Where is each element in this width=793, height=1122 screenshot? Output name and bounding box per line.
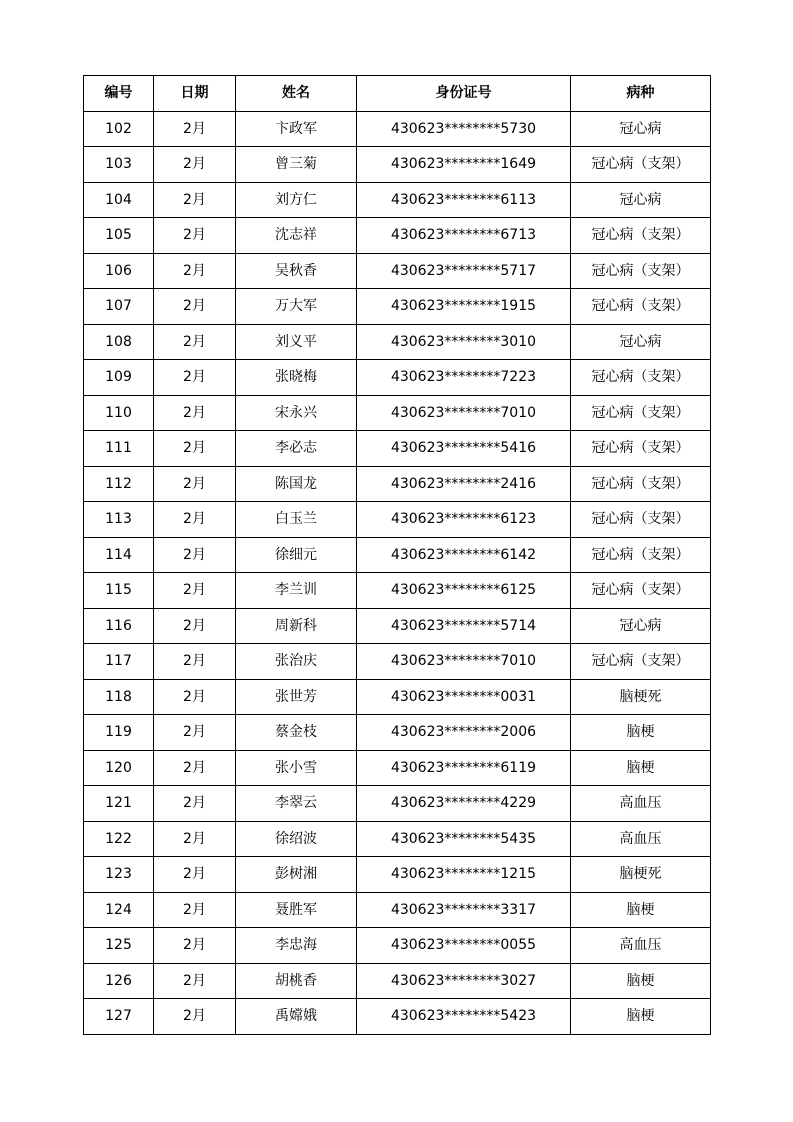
cell-id-number: 430623********1215	[357, 857, 571, 893]
cell-disease: 脑梗	[571, 999, 711, 1035]
header-row	[84, 76, 711, 112]
header-no: 编号	[84, 76, 154, 112]
cell-no: 105	[84, 218, 154, 254]
cell-id-number: 430623********5416	[357, 431, 571, 467]
cell-id-number: 430623********3027	[357, 963, 571, 999]
table-body	[84, 111, 711, 1034]
table-row	[84, 537, 711, 573]
header-date: 日期	[154, 76, 236, 112]
cell-no: 109	[84, 360, 154, 396]
cell-no: 117	[84, 644, 154, 680]
cell-disease: 冠心病	[571, 608, 711, 644]
cell-date: 2月	[154, 502, 236, 538]
cell-date: 2月	[154, 928, 236, 964]
cell-disease: 冠心病	[571, 324, 711, 360]
document-page	[83, 75, 710, 1035]
header-disease: 病种	[571, 76, 711, 112]
cell-date: 2月	[154, 537, 236, 573]
cell-disease: 冠心病（支架）	[571, 644, 711, 680]
cell-id-number: 430623********1649	[357, 147, 571, 183]
cell-date: 2月	[154, 857, 236, 893]
cell-name: 万大军	[236, 289, 357, 325]
cell-no: 120	[84, 750, 154, 786]
cell-id-number: 430623********5714	[357, 608, 571, 644]
cell-no: 121	[84, 786, 154, 822]
cell-date: 2月	[154, 289, 236, 325]
cell-id-number: 430623********4229	[357, 786, 571, 822]
cell-name: 张小雪	[236, 750, 357, 786]
cell-date: 2月	[154, 892, 236, 928]
cell-date: 2月	[154, 786, 236, 822]
cell-name: 张治庆	[236, 644, 357, 680]
cell-id-number: 430623********6113	[357, 182, 571, 218]
table-row	[84, 715, 711, 751]
cell-disease: 脑梗死	[571, 857, 711, 893]
cell-name: 刘义平	[236, 324, 357, 360]
header-name: 姓名	[236, 76, 357, 112]
table-row	[84, 573, 711, 609]
cell-name: 李必志	[236, 431, 357, 467]
cell-disease: 脑梗	[571, 715, 711, 751]
cell-name: 禹嫦娥	[236, 999, 357, 1035]
cell-no: 126	[84, 963, 154, 999]
table-row	[84, 147, 711, 183]
cell-id-number: 430623********6125	[357, 573, 571, 609]
cell-date: 2月	[154, 573, 236, 609]
cell-name: 刘方仁	[236, 182, 357, 218]
cell-disease: 冠心病	[571, 111, 711, 147]
table-row	[84, 182, 711, 218]
cell-disease: 脑梗	[571, 750, 711, 786]
cell-name: 聂胜军	[236, 892, 357, 928]
cell-id-number: 430623********3317	[357, 892, 571, 928]
table-row	[84, 786, 711, 822]
table-row	[84, 963, 711, 999]
cell-disease: 高血压	[571, 928, 711, 964]
cell-disease: 高血压	[571, 821, 711, 857]
cell-name: 周新科	[236, 608, 357, 644]
cell-no: 108	[84, 324, 154, 360]
cell-disease: 冠心病（支架）	[571, 289, 711, 325]
cell-name: 胡桃香	[236, 963, 357, 999]
cell-name: 张世芳	[236, 679, 357, 715]
table-row	[84, 466, 711, 502]
cell-name: 李忠海	[236, 928, 357, 964]
cell-date: 2月	[154, 111, 236, 147]
cell-disease: 脑梗	[571, 892, 711, 928]
cell-name: 彭树湘	[236, 857, 357, 893]
cell-no: 116	[84, 608, 154, 644]
cell-disease: 冠心病（支架）	[571, 360, 711, 396]
cell-date: 2月	[154, 360, 236, 396]
cell-id-number: 430623********2006	[357, 715, 571, 751]
cell-no: 102	[84, 111, 154, 147]
cell-id-number: 430623********6119	[357, 750, 571, 786]
cell-no: 110	[84, 395, 154, 431]
cell-no: 122	[84, 821, 154, 857]
cell-disease: 冠心病（支架）	[571, 218, 711, 254]
table-row	[84, 928, 711, 964]
cell-date: 2月	[154, 750, 236, 786]
table-row	[84, 821, 711, 857]
cell-date: 2月	[154, 395, 236, 431]
table-row	[84, 999, 711, 1035]
cell-id-number: 430623********2416	[357, 466, 571, 502]
cell-no: 115	[84, 573, 154, 609]
cell-no: 103	[84, 147, 154, 183]
cell-date: 2月	[154, 431, 236, 467]
cell-no: 123	[84, 857, 154, 893]
cell-date: 2月	[154, 679, 236, 715]
cell-name: 徐细元	[236, 537, 357, 573]
cell-name: 张晓梅	[236, 360, 357, 396]
table-row	[84, 608, 711, 644]
cell-disease: 脑梗死	[571, 679, 711, 715]
table-row	[84, 431, 711, 467]
cell-no: 104	[84, 182, 154, 218]
cell-date: 2月	[154, 182, 236, 218]
cell-name: 吴秋香	[236, 253, 357, 289]
table-row	[84, 324, 711, 360]
cell-date: 2月	[154, 608, 236, 644]
table-row	[84, 679, 711, 715]
cell-date: 2月	[154, 147, 236, 183]
cell-name: 李翠云	[236, 786, 357, 822]
table-row	[84, 644, 711, 680]
cell-id-number: 430623********6713	[357, 218, 571, 254]
cell-id-number: 430623********7010	[357, 395, 571, 431]
cell-date: 2月	[154, 466, 236, 502]
cell-id-number: 430623********5717	[357, 253, 571, 289]
cell-no: 106	[84, 253, 154, 289]
cell-no: 125	[84, 928, 154, 964]
cell-id-number: 430623********1915	[357, 289, 571, 325]
cell-no: 114	[84, 537, 154, 573]
patient-table	[83, 75, 711, 1035]
table-row	[84, 289, 711, 325]
cell-no: 111	[84, 431, 154, 467]
cell-id-number: 430623********5730	[357, 111, 571, 147]
cell-no: 127	[84, 999, 154, 1035]
cell-date: 2月	[154, 253, 236, 289]
cell-id-number: 430623********3010	[357, 324, 571, 360]
cell-no: 119	[84, 715, 154, 751]
table-header	[84, 76, 711, 112]
cell-id-number: 430623********6142	[357, 537, 571, 573]
cell-id-number: 430623********0031	[357, 679, 571, 715]
cell-name: 陈国龙	[236, 466, 357, 502]
cell-date: 2月	[154, 963, 236, 999]
cell-name: 曾三菊	[236, 147, 357, 183]
table-row	[84, 892, 711, 928]
cell-disease: 冠心病（支架）	[571, 502, 711, 538]
cell-id-number: 430623********0055	[357, 928, 571, 964]
cell-name: 白玉兰	[236, 502, 357, 538]
table-row	[84, 395, 711, 431]
cell-id-number: 430623********7223	[357, 360, 571, 396]
cell-disease: 冠心病（支架）	[571, 147, 711, 183]
cell-id-number: 430623********5423	[357, 999, 571, 1035]
cell-no: 107	[84, 289, 154, 325]
cell-disease: 冠心病（支架）	[571, 537, 711, 573]
cell-disease: 冠心病（支架）	[571, 395, 711, 431]
cell-disease: 脑梗	[571, 963, 711, 999]
table-row	[84, 253, 711, 289]
cell-no: 113	[84, 502, 154, 538]
cell-date: 2月	[154, 999, 236, 1035]
cell-id-number: 430623********6123	[357, 502, 571, 538]
cell-name: 沈志祥	[236, 218, 357, 254]
cell-name: 李兰训	[236, 573, 357, 609]
cell-no: 112	[84, 466, 154, 502]
cell-id-number: 430623********5435	[357, 821, 571, 857]
cell-disease: 冠心病（支架）	[571, 431, 711, 467]
cell-disease: 冠心病（支架）	[571, 573, 711, 609]
cell-disease: 冠心病（支架）	[571, 253, 711, 289]
cell-date: 2月	[154, 324, 236, 360]
table-row	[84, 111, 711, 147]
table-row	[84, 218, 711, 254]
cell-name: 徐绍波	[236, 821, 357, 857]
cell-date: 2月	[154, 715, 236, 751]
table-row	[84, 502, 711, 538]
header-id: 身份证号	[357, 76, 571, 112]
cell-date: 2月	[154, 218, 236, 254]
cell-no: 118	[84, 679, 154, 715]
table-row	[84, 750, 711, 786]
cell-no: 124	[84, 892, 154, 928]
cell-date: 2月	[154, 821, 236, 857]
cell-disease: 高血压	[571, 786, 711, 822]
cell-name: 宋永兴	[236, 395, 357, 431]
table-row	[84, 360, 711, 396]
cell-disease: 冠心病（支架）	[571, 466, 711, 502]
cell-name: 蔡金枝	[236, 715, 357, 751]
cell-date: 2月	[154, 644, 236, 680]
table-row	[84, 857, 711, 893]
cell-id-number: 430623********7010	[357, 644, 571, 680]
cell-disease: 冠心病	[571, 182, 711, 218]
cell-name: 卞政军	[236, 111, 357, 147]
